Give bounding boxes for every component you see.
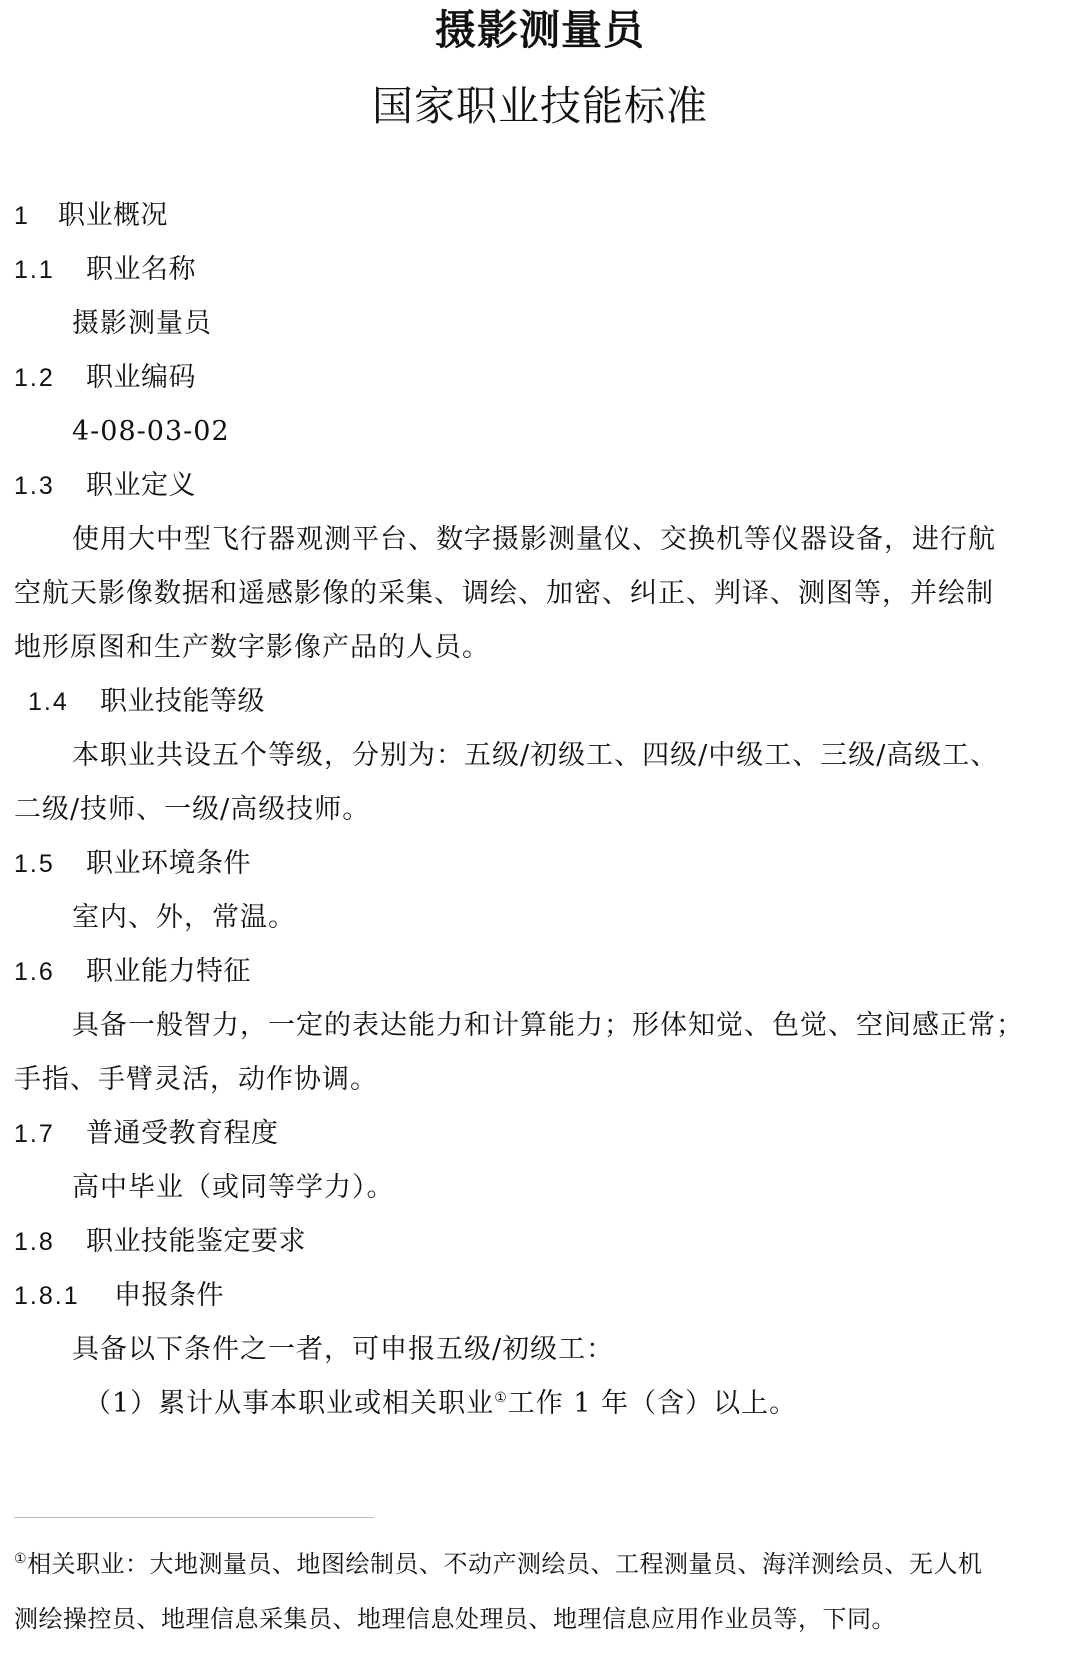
- section-label: 普通受教育程度: [86, 1118, 279, 1149]
- item-text: 工作 1 年（含）以上。: [507, 1388, 798, 1419]
- section-heading-1-8: [14, 1222, 1064, 1262]
- occupation-code: 4-08-03-02: [72, 416, 230, 447]
- ability-line: 具备一般智力，一定的表达能力和计算能力；形体知觉、色觉、空间感正常；: [72, 1010, 1024, 1041]
- environment-text: 室内、外，常温。: [72, 902, 296, 933]
- document-subtitle: 国家职业技能标准: [372, 82, 708, 130]
- section-label: 职业编码: [86, 362, 196, 393]
- section-label: 职业名称: [86, 254, 196, 285]
- section-heading-1-1: [14, 250, 1064, 290]
- footnote-divider: [14, 1517, 374, 1518]
- definition-line: 地形原图和生产数字影像产品的人员。: [14, 632, 490, 663]
- section-heading-1-6: [14, 952, 1064, 992]
- application-intro: 具备以下条件之一者，可申报五级/初级工：: [72, 1334, 615, 1365]
- footnote-text: 相关职业：大地测量员、地图绘制员、不动产测绘员、工程测量员、海洋测绘员、无人机: [27, 1550, 983, 1578]
- section-heading-1-7: [14, 1114, 1064, 1154]
- occupation-name: 摄影测量员: [72, 308, 212, 339]
- section-number: 1.4: [28, 688, 69, 716]
- section-number: 1.3: [14, 472, 55, 500]
- section-label: 职业定义: [86, 470, 196, 501]
- footnote-line: 测绘操控员、地理信息采集员、地理信息处理员、地理信息应用作业员等，下同。: [14, 1605, 896, 1633]
- footnote-marker: ①: [494, 1390, 508, 1406]
- section-number: 1.8: [14, 1228, 55, 1256]
- section-label: 职业技能鉴定要求: [86, 1226, 306, 1257]
- section-heading-1-5: [14, 844, 1064, 884]
- section-number: 1.5: [14, 850, 55, 878]
- section-heading-1-2: [14, 358, 1064, 398]
- section-label: 申报条件: [114, 1280, 224, 1311]
- definition-line: 使用大中型飞行器观测平台、数字摄影测量仪、交换机等仪器设备，进行航: [72, 524, 996, 555]
- definition-line: 空航天影像数据和遥感影像的采集、调绘、加密、纠正、判译、测图等，并绘制: [14, 578, 994, 609]
- section-number: 1.1: [14, 256, 55, 284]
- application-item: [84, 1384, 1080, 1424]
- section-number: 1.6: [14, 958, 55, 986]
- education-text: 高中毕业（或同等学力）。: [72, 1172, 395, 1203]
- section-label: 职业概况: [58, 200, 168, 231]
- footnote-marker: ①: [14, 1551, 28, 1567]
- section-number: 1.2: [14, 364, 55, 392]
- footnote-line: [14, 1546, 1064, 1582]
- section-heading-1-4: [28, 682, 1078, 722]
- section-label: 职业环境条件: [86, 848, 251, 879]
- section-number: 1: [14, 202, 30, 230]
- section-number: 1.7: [14, 1120, 55, 1148]
- skill-levels-line: 二级/技师、一级/高级技师。: [14, 794, 371, 825]
- document-title: 摄影测量员: [435, 6, 645, 54]
- section-label: 职业能力特征: [86, 956, 251, 987]
- ability-line: 手指、手臂灵活，动作协调。: [14, 1064, 378, 1095]
- item-text: （1）累计从事本职业或相关职业: [84, 1388, 495, 1419]
- section-heading-1-3: [14, 466, 1064, 506]
- skill-levels-line: 本职业共设五个等级，分别为：五级/初级工、四级/中级工、三级/高级工、: [72, 740, 999, 771]
- section-heading-1: [14, 196, 1064, 236]
- section-label: 职业技能等级: [100, 686, 265, 717]
- section-heading-1-8-1: [14, 1276, 1064, 1316]
- section-number: 1.8.1: [14, 1282, 80, 1310]
